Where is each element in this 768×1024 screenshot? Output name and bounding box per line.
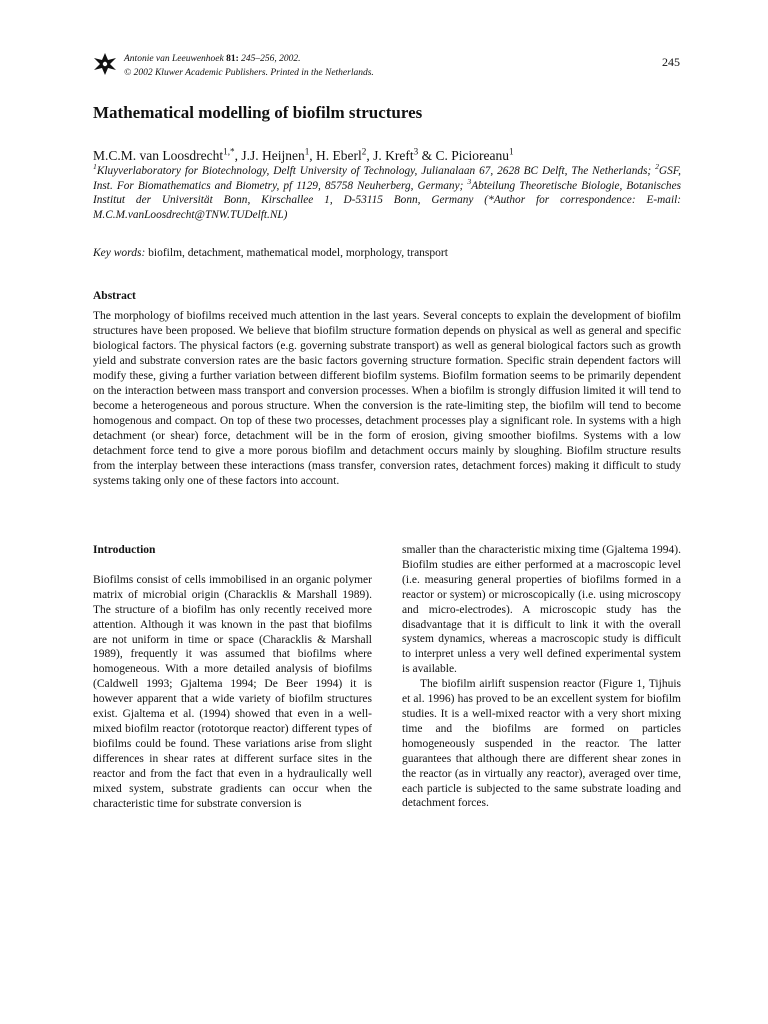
copyright-line: © 2002 Kluwer Academic Publishers. Printed in the Netherlands. [124, 68, 374, 78]
journal-name: Antonie van Leeuwenhoek [124, 54, 224, 64]
affiliation-text: Abteilung Theoretische Biologie, Botanisches Institut der Universität Bonn, Kirschallee 1, D-53115 Bonn, Germany (*Author for correspondence: E-mail: M.C.M.vanLoosdrecht@TNW.TUDelft.NL) [93, 179, 681, 221]
abstract-heading: Abstract [93, 290, 136, 302]
affiliations [93, 164, 681, 222]
affiliation-text: Kluyverlaboratory for Biotechnology, Delft University of Technology, Julianalaan 67, 2628 BC Delft, The Netherlands; [96, 165, 656, 177]
section-heading-introduction: Introduction [93, 544, 156, 556]
journal-volume: 81: [226, 54, 239, 64]
keywords-label: Key words: [93, 247, 146, 259]
right-column [402, 543, 681, 811]
paragraph: The biofilm airlift suspension reactor (Figure 1, Tijhuis et al. 1996) has proved to be an excellent system for biofilm studies. It is a well-mixed reactor with a very short mixing time and the biofilms are formed on particles homogeneously suspended in the reactor. The latter guarantees that although there are different shear zones in the reactor (as in virtually any reactor), averaged over time, each particle is subjected to the same substrate loading and detachment forces. [402, 678, 681, 810]
affiliation-marker: 2 [655, 162, 659, 172]
keywords [93, 247, 448, 259]
paragraph: smaller than the characteristic mixing time (Gjaltema 1994). Biofilm studies are either performed at a macroscopic level (i.e. measuring general properties of biofilms formed in a reactor or system) or microscopically (i.e. using microscopy and micro-electrodes). A microscopic study has the disadvantage that it is difficult to link it with the overall system dynamics, whereas a macroscopic study is difficult to interpret unless a very well defined experimental system is available. [402, 544, 681, 676]
author-list [93, 148, 514, 164]
author-affiliation-marker: 1 [508, 146, 514, 157]
author-affiliation-marker: 1,* [223, 146, 235, 157]
keywords-text: biofilm, detachment, mathematical model, morphology, transport [145, 247, 448, 259]
publisher-logo-icon [93, 52, 117, 76]
author-name: , J. Kreft [366, 148, 414, 163]
left-column [93, 543, 372, 811]
affiliation-marker: 3 [467, 176, 472, 186]
author-name: , H. Eberl [309, 148, 362, 163]
affiliation-text: GSF, Inst. For Biomathematics and Biometry, pf 1129, 85758 Neuherberg, Germany; [93, 165, 681, 192]
affiliation-marker: 1 [93, 162, 97, 172]
author-affiliation-marker: 3 [413, 146, 419, 157]
author-name: , J.J. Heijnen [234, 148, 305, 163]
journal-pages: 245–256, 2002. [241, 54, 301, 64]
journal-info [124, 52, 524, 80]
author-name: & C. Picioreanu [418, 148, 509, 163]
author-name: M.C.M. van Loosdrecht [93, 148, 224, 163]
page-number: 245 [662, 55, 680, 69]
paper-title: Mathematical modelling of biofilm structures [93, 103, 423, 122]
abstract-text: The morphology of biofilms received much attention in the last years. Several concepts to explain the development of biofilm structures have been proposed. We believe that biofilm structure formation depends on physical as well as general and specific biological factors. The physical factors (e.g. governing substrate transport) as well as general biological factors such as growth yield and substrate conversion rates are the basic factors governing structure formation. Specific strain dependent factors will modify these, giving a further variation between different biofilm systems. Biofilm formation seems to be primarily dependent on the interaction between mass transport and conversion processes. When a biofilm is strongly diffusion limited it will tend to become a heterogeneous and porous structure. When the conversion is the rate-limiting step, the biofilm will tend to become homogenous and compact. On top of these two processes, detachment processes play a significant role. In systems with a high detachment (or shear) force, detachment will be in the form of erosion, giving smoother biofilms. Systems with a low detachment force tend to give a more porous biofilm and detachment occurs mainly by sloughing. Biofilm structure results from the interplay between these interactions (mass transfer, conversion rates, detachment forces) making it difficult to study systems taking only one of these factors into account. [93, 310, 681, 487]
paragraph: Biofilms consist of cells immobilised in an organic polymer matrix of microbial origin (Characklis & Marshall 1989). The structure of a biofilm has only recently received more attention. Although it was known in the past that biofilms are not uniform in time or space (Characklis & Marshall 1989), frequently it was assumed that biofilms where homogeneous. With a more detailed analysis of biofilms (Caldwell 1993; Gjaltema 1994; De Beer 1994) it is however apparent that a wide variety of biofilm structures exist. Gjaltema et al. (1994) showed that even in a well-mixed biofilm reactor (rototorque reactor) different types of biofilms could be found. These variations arise from slight differences in shear rates at different surface sites in the reactor and from the fact that even in a hydraulically well mixed system, substrate gradients can occur when the characteristic time for substrate conversion is [93, 573, 372, 810]
author-affiliation-marker: 2 [361, 146, 367, 157]
author-affiliation-marker: 1 [304, 146, 310, 157]
journal-citation [124, 52, 524, 66]
